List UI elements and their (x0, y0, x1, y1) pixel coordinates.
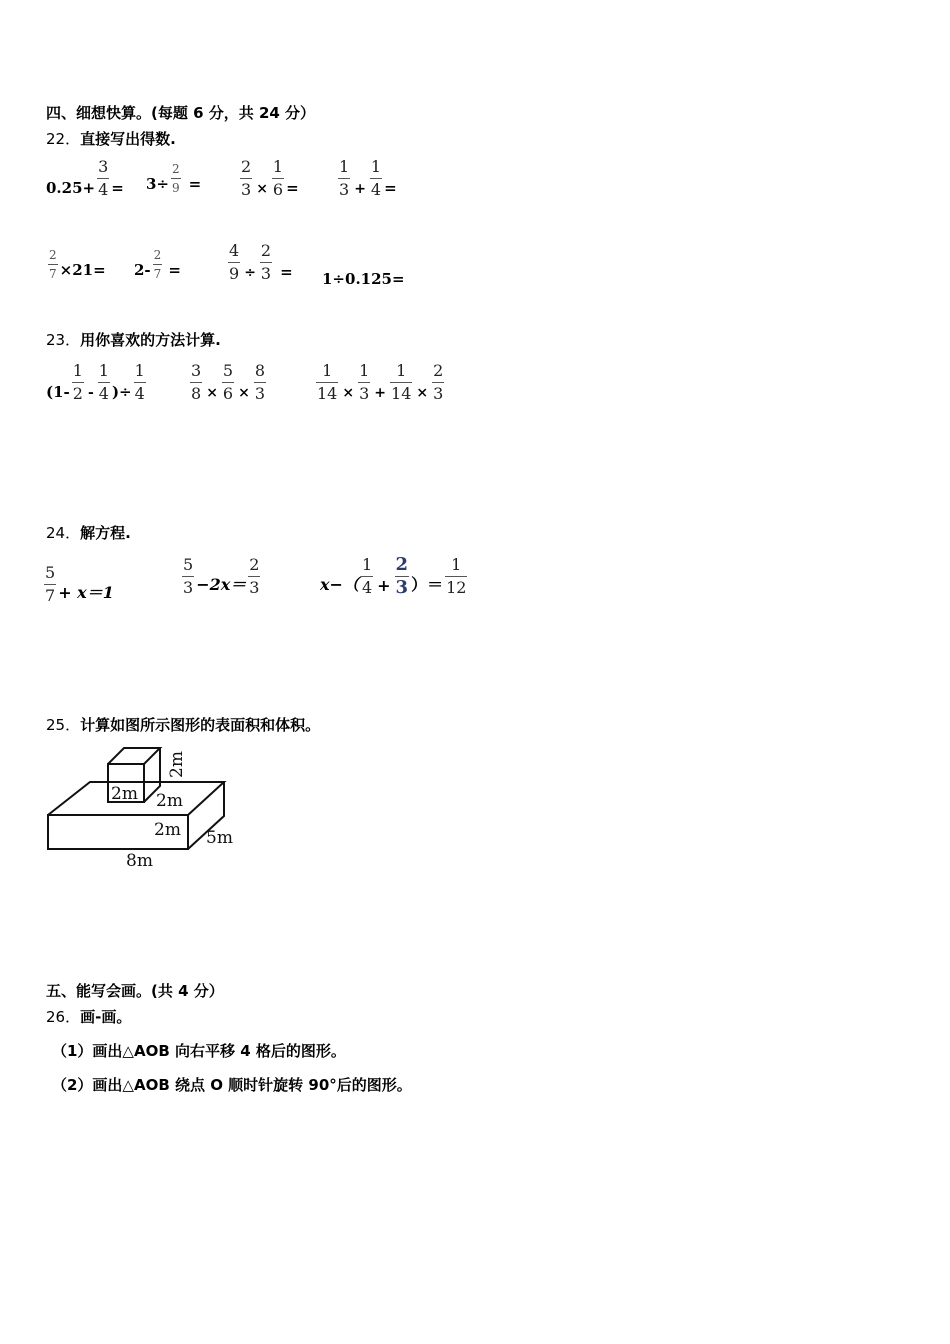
expr-text: )÷ (111, 383, 132, 401)
question-text: 用你喜欢的方法计算. (80, 331, 221, 349)
fraction: $\frac{1}{14}$ (391, 361, 412, 403)
fraction: $\frac{3}{4}$ (98, 157, 109, 199)
operator: × (256, 181, 268, 197)
fraction: $\frac{8}{3}$ (254, 361, 266, 403)
expr-text: 1÷0.125= (322, 270, 405, 288)
fraction: $\frac{2}{3}$ (260, 241, 272, 283)
fraction: $\frac{5}{6}$ (222, 361, 234, 403)
expr-text: 0.25+ (46, 179, 96, 197)
q22-expr-6 (134, 248, 181, 281)
q24-equation-1 (42, 564, 114, 605)
equals: = (286, 179, 299, 197)
fraction: $\frac{5}{7}$ (45, 563, 56, 605)
expr-text: 3÷ (146, 175, 170, 193)
expr-text: −2x＝ (196, 575, 247, 594)
section-5-title: 五、能写会画。(共 4 分） (46, 982, 224, 1000)
question-number: 25． (46, 716, 81, 734)
fraction: $\frac{1}{12}$ (446, 555, 467, 597)
q22-expr-1 (46, 158, 124, 199)
fraction: $\frac{2}{3}$ (249, 555, 260, 597)
label-big-depth: 5m (206, 828, 233, 848)
q22-expr-3 (238, 158, 299, 199)
question-text: 画-画。 (80, 1008, 132, 1026)
section-4-title: 四、细想快算。(每题 6 分，共 24 分） (46, 104, 316, 122)
equals: = (188, 175, 202, 193)
operator: × (238, 385, 250, 401)
fraction: $\frac{1}{4}$ (134, 361, 145, 403)
fraction: $\frac{2}{7}$ (49, 248, 57, 281)
fraction: $\frac{2}{3}$ (395, 554, 409, 598)
question-25-heading (46, 714, 320, 735)
expr-text: ）＝ (411, 575, 444, 594)
question-22-heading (46, 128, 176, 149)
fraction: $\frac{3}{8}$ (191, 361, 202, 403)
question-26-part-2: （2）画出△AOB 绕点 O 顺时针旋转 90°后的图形。 (52, 1076, 412, 1094)
q22-expr-7 (226, 242, 293, 283)
equals: = (111, 179, 124, 197)
fraction: $\frac{5}{3}$ (183, 555, 194, 597)
q22-expr-5 (46, 248, 106, 281)
expr-text: 2- (134, 261, 151, 279)
expr-text: ×21= (59, 261, 106, 279)
label-small-side: 2m (167, 751, 187, 778)
q22-expr-2 (146, 162, 201, 195)
q24-equation-2 (180, 556, 262, 597)
operator: × (416, 385, 429, 401)
expr-text: (1- (46, 383, 70, 401)
operator: × (342, 385, 355, 401)
question-23-heading (46, 329, 221, 350)
operator: × (206, 385, 218, 401)
q23-expr-3 (314, 362, 446, 403)
fraction: $\frac{1}{14}$ (317, 361, 338, 403)
q24-equation-3 (320, 556, 469, 597)
label-small-depth: 2m (156, 791, 183, 811)
question-24-heading (46, 522, 131, 543)
fraction: $\frac{2}{9}$ (172, 162, 180, 195)
fraction: $\frac{1}{3}$ (359, 361, 370, 403)
label-big-height: 2m (154, 820, 181, 840)
question-number: 22． (46, 130, 81, 148)
q23-expr-1 (46, 362, 148, 403)
question-26-heading (46, 1006, 131, 1027)
small-cube-top (108, 748, 160, 764)
operator: + (354, 181, 366, 197)
fraction: $\frac{1}{4}$ (98, 361, 109, 403)
equals: = (280, 263, 293, 281)
question-text: 直接写出得数. (80, 130, 176, 148)
fraction: $\frac{2}{3}$ (433, 361, 444, 403)
question-number: 26． (46, 1008, 81, 1026)
solid-figure-diagram (40, 742, 250, 872)
operator: - (87, 385, 94, 401)
fraction: $\frac{1}{4}$ (370, 157, 382, 199)
question-26-part-1: （1）画出△AOB 向右平移 4 格后的图形。 (52, 1042, 346, 1060)
fraction: $\frac{1}{3}$ (339, 157, 350, 199)
q22-expr-8 (322, 270, 405, 288)
equals: = (168, 261, 181, 279)
q22-expr-4 (336, 158, 397, 199)
fraction: $\frac{2}{7}$ (153, 248, 162, 281)
question-number: 23． (46, 331, 81, 349)
operator: ÷ (244, 265, 256, 281)
label-big-length: 8m (126, 851, 153, 871)
question-text: 计算如图所示图形的表面积和体积。 (80, 716, 321, 734)
question-text: 解方程. (80, 524, 131, 542)
fraction: $\frac{1}{6}$ (272, 157, 284, 199)
question-number: 24． (46, 524, 81, 542)
label-small-front: 2m (111, 784, 138, 804)
fraction: $\frac{4}{9}$ (229, 241, 240, 283)
q23-expr-2 (188, 362, 268, 403)
expr-text: + x＝1 (58, 583, 114, 602)
operator: + (377, 576, 391, 595)
fraction: $\frac{1}{2}$ (72, 361, 83, 403)
equals: = (384, 179, 397, 197)
operator: + (374, 385, 387, 401)
fraction: $\frac{2}{3}$ (241, 157, 252, 199)
expr-text: x−（ (320, 575, 359, 594)
fraction: $\frac{1}{4}$ (361, 555, 373, 597)
